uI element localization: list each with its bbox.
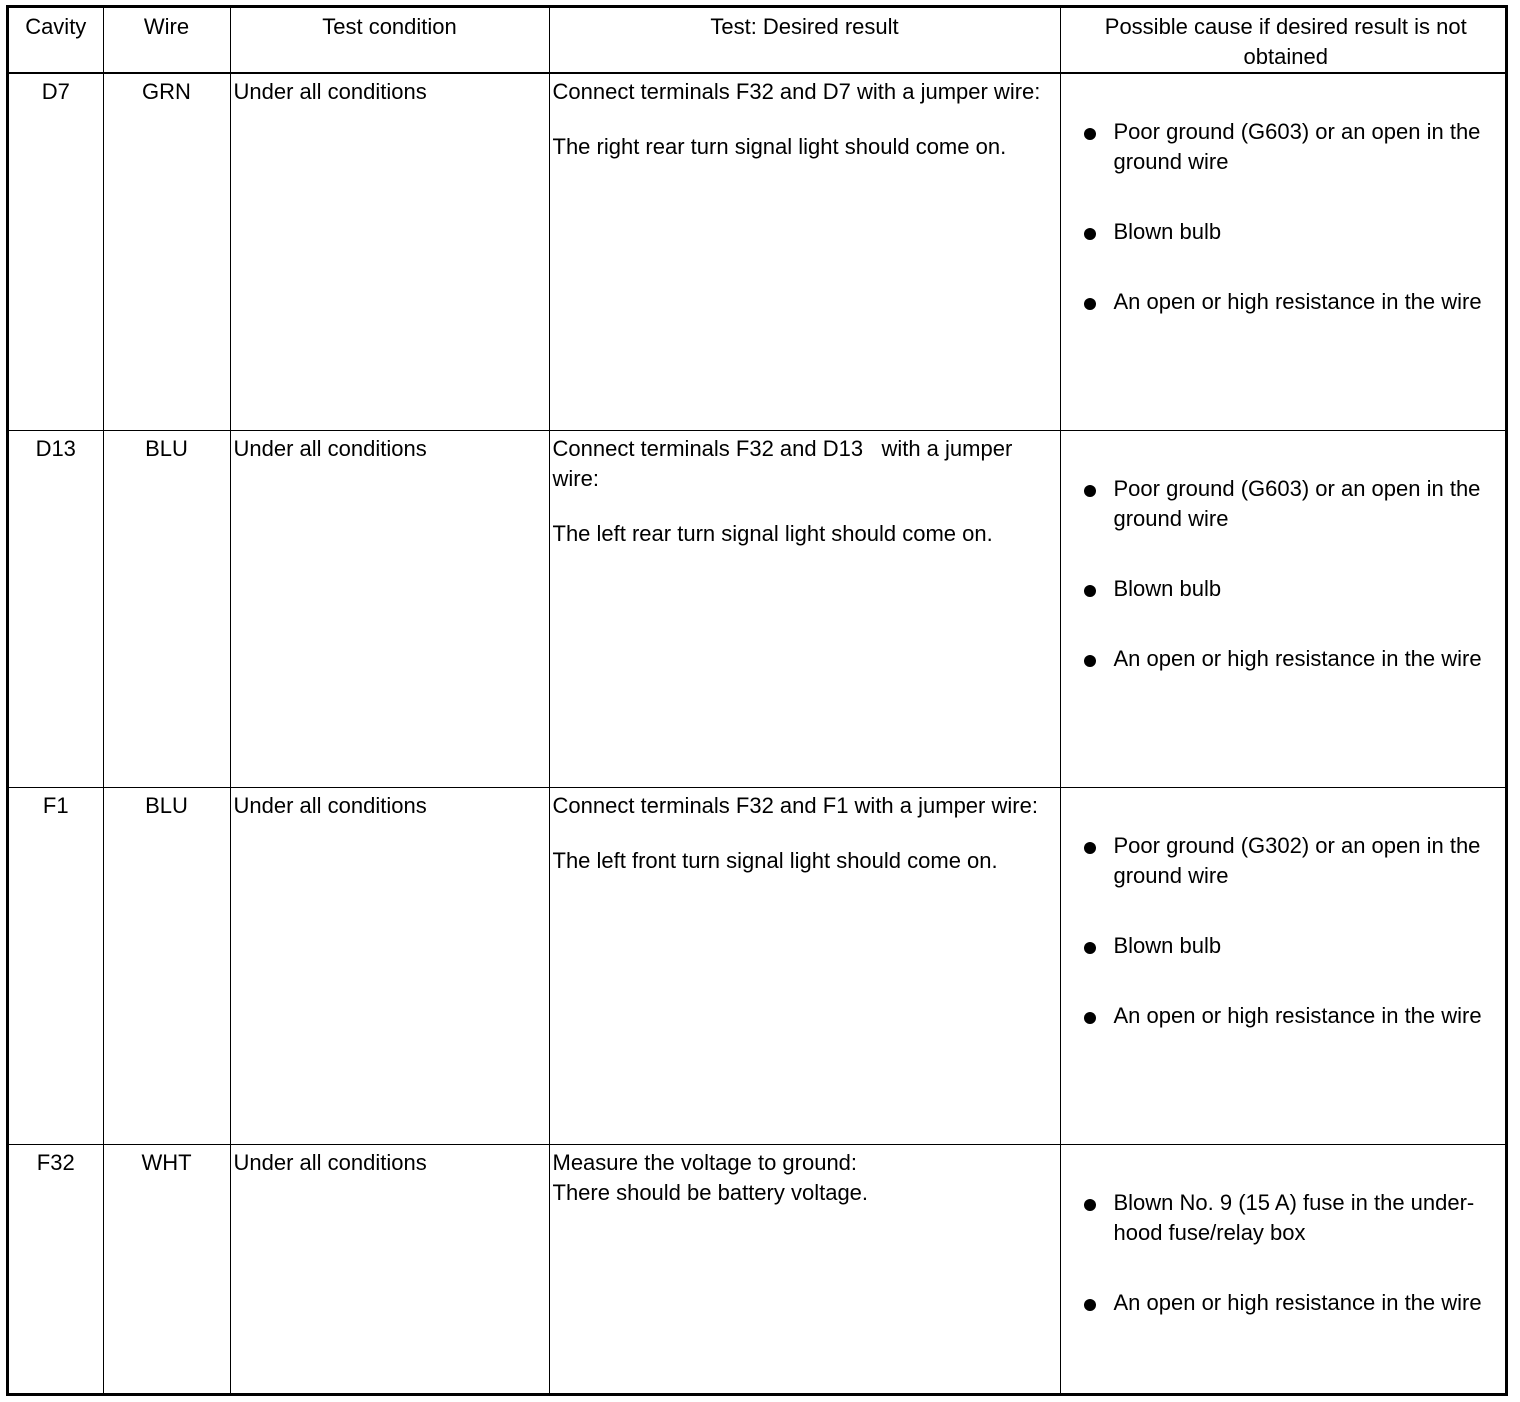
cause-item: [1064, 931, 1509, 961]
cavity-cell: F1: [9, 787, 103, 1144]
cause-text: Blown bulb: [1113, 932, 1222, 958]
header-desired-result: Test: Desired result: [549, 8, 1060, 73]
desired-result-cell: [549, 1144, 1060, 1394]
cause-item: [1064, 287, 1509, 317]
cavity-cell: F32: [9, 1144, 103, 1394]
desired-result-instruction: Measure the voltage to ground:: [552, 1149, 858, 1175]
cause-item: [1064, 1188, 1509, 1248]
cause-text: An open or high resistance in the wire: [1113, 645, 1482, 671]
bullet-icon: [1084, 1012, 1096, 1024]
possible-cause-cell: [1060, 430, 1508, 787]
cause-text: An open or high resistance in the wire: [1113, 1289, 1482, 1315]
bullet-icon: [1084, 1299, 1096, 1311]
troubleshooting-table-container: [6, 5, 1508, 1396]
bullet-icon: [1084, 1199, 1096, 1211]
possible-cause-cell: [1060, 73, 1508, 430]
bullet-icon: [1084, 128, 1096, 140]
wire-cell: GRN: [103, 73, 230, 430]
desired-result-cell: [549, 787, 1060, 1144]
header-cavity: Cavity: [9, 8, 103, 73]
cause-item: [1064, 1288, 1509, 1318]
cause-text: Blown bulb: [1113, 575, 1222, 601]
table-row: [9, 1144, 1508, 1394]
desired-result-instruction: Connect terminals F32 and D7 with a jumper wire:: [552, 79, 1041, 104]
cavity-cell: D13: [9, 430, 103, 787]
wire-cell: BLU: [103, 430, 230, 787]
desired-result-expectation: The left front turn signal light should come on.: [552, 847, 998, 873]
desired-result-instruction: Connect terminals F32 and D13 with a jumper wire:: [552, 435, 1019, 491]
troubleshooting-table: [9, 8, 1508, 1394]
bullet-icon: [1084, 485, 1096, 497]
desired-result-expectation: There should be battery voltage.: [552, 1179, 869, 1205]
desired-result-cell: [549, 430, 1060, 787]
bullet-icon: [1084, 655, 1096, 667]
desired-result-expectation: The right rear turn signal light should come on.: [552, 134, 1007, 159]
possible-cause-cell: [1060, 787, 1508, 1144]
cause-text: Poor ground (G603) or an open in the ground wire: [1113, 475, 1481, 531]
cause-text: An open or high resistance in the wire: [1113, 289, 1482, 314]
bullet-icon: [1084, 842, 1096, 854]
cause-text: Poor ground (G603) or an open in the ground wire: [1113, 119, 1481, 174]
table-row: [9, 787, 1508, 1144]
bullet-icon: [1084, 942, 1096, 954]
cause-item: [1064, 644, 1509, 674]
cause-item: [1064, 1001, 1509, 1031]
bullet-icon: [1084, 298, 1096, 310]
test-condition-cell: Under all conditions: [230, 787, 549, 1144]
bullet-icon: [1084, 228, 1096, 240]
test-condition-cell: Under all conditions: [230, 430, 549, 787]
cavity-cell: D7: [9, 73, 103, 430]
wire-cell: BLU: [103, 787, 230, 1144]
cause-text: An open or high resistance in the wire: [1113, 1002, 1482, 1028]
cause-item: [1064, 474, 1509, 534]
cause-text: Blown bulb: [1113, 219, 1222, 244]
table-header-row: [9, 8, 1508, 73]
header-wire: Wire: [103, 8, 230, 73]
possible-cause-cell: [1060, 1144, 1508, 1394]
desired-result-instruction: Connect terminals F32 and F1 with a jumper wire:: [552, 792, 1038, 818]
cause-item: [1064, 574, 1509, 604]
cause-item: [1064, 117, 1509, 177]
cause-item: [1064, 831, 1509, 891]
desired-result-expectation: The left rear turn signal light should come on.: [552, 520, 993, 546]
cause-item: [1064, 217, 1509, 247]
cause-text: Blown No. 9 (15 A) fuse in the under-hood fuse/relay box: [1113, 1189, 1475, 1245]
header-possible-cause: Possible cause if desired result is not obtained: [1060, 8, 1508, 73]
table-row: [9, 430, 1508, 787]
bullet-icon: [1084, 585, 1096, 597]
test-condition-cell: Under all conditions: [230, 1144, 549, 1394]
desired-result-cell: [549, 73, 1060, 430]
header-test-condition: Test condition: [230, 8, 549, 73]
cause-text: Poor ground (G302) or an open in the ground wire: [1113, 832, 1481, 888]
wire-cell: WHT: [103, 1144, 230, 1394]
table-row: [9, 73, 1508, 430]
test-condition-cell: Under all conditions: [230, 73, 549, 430]
